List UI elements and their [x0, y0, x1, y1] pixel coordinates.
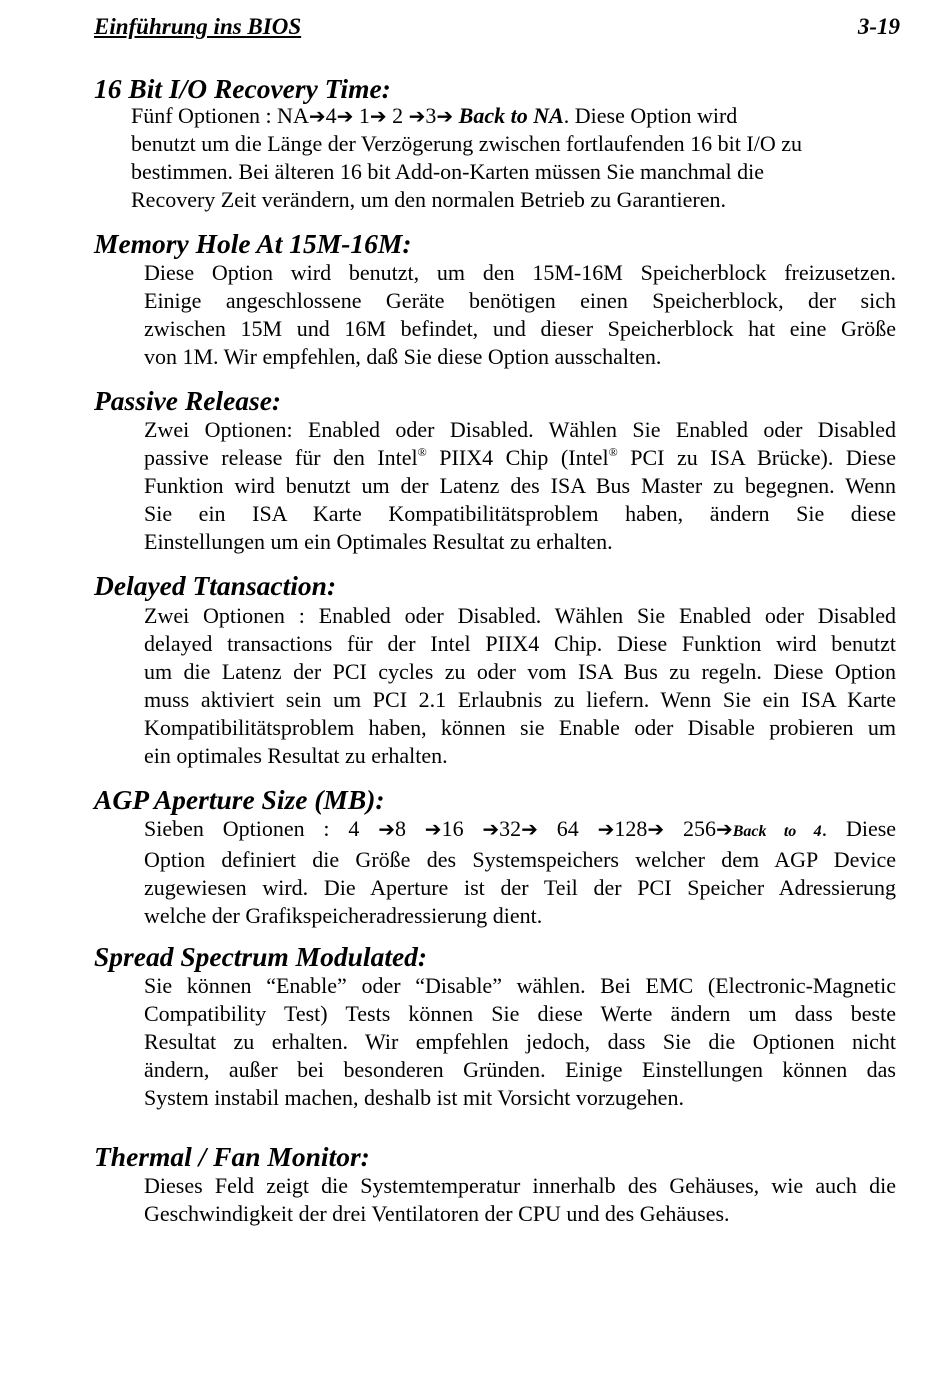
text-line: Zwei Optionen: Enabled oder Disabled. Wählen Sie Enabled oder Disabled [144, 417, 896, 442]
arrow-right-icon: ➔ [647, 817, 665, 841]
arrow-right-icon: ➔ [369, 104, 387, 128]
text-line: ein optimales Resultat zu erhalten. [144, 743, 448, 768]
option-value: 256 [664, 816, 716, 841]
text-line: um die Latenz der PCI cycles zu oder vom ISA Bus zu regeln. Diese Option [144, 659, 896, 684]
option-value: 2 [392, 103, 404, 128]
text-line: bestimmen. Bei älteren 16 bit Add-on-Karten müssen Sie manchmal die [131, 159, 764, 184]
text-line: zugewiesen wird. Die Aperture ist der Teil der PCI Speicher Adressierung [144, 875, 896, 900]
arrow-right-icon: ➔ [715, 817, 733, 841]
arrow-right-icon: ➔ [424, 817, 442, 841]
text-line: Sie können “Enable” oder “Disable” wählen. Bei EMC (Electronic-Magnetic [144, 973, 896, 998]
text-line: zwischen 15M und 16M befindet, und dieser Speicherblock hat eine Größe [144, 316, 896, 341]
option-value: 3 [425, 103, 437, 128]
text-line: Dieses Feld zeigt die Systemtemperatur innerhalb des Gehäuses, wie auch die [144, 1173, 896, 1198]
text-line: Option definiert die Größe des Systemspeichers welcher dem AGP Device [144, 847, 896, 872]
section-heading: Spread Spectrum Modulated: [94, 941, 428, 972]
option-value: 4 [325, 103, 337, 128]
text-line: Kompatibilitätsproblem haben, können sie Enable oder Disable probieren um [144, 715, 896, 740]
section-body [144, 259, 896, 371]
arrow-right-icon: ➔ [308, 104, 326, 128]
section-heading: 16 Bit I/O Recovery Time: [94, 73, 391, 104]
option-value: 16 [441, 816, 483, 841]
text-line: Einstellungen um ein Optimales Resultat zu erhalten. [144, 529, 613, 554]
arrow-right-icon: ➔ [336, 104, 354, 128]
arrow-right-icon: ➔ [482, 817, 500, 841]
text-line [144, 444, 896, 472]
text-line: Geschwindigkeit der drei Ventilatoren der CPU und des Gehäuses. [144, 1201, 730, 1226]
section-heading: Thermal / Fan Monitor: [94, 1141, 370, 1172]
arrow-right-icon: ➔ [597, 817, 615, 841]
text-line: Sie ein ISA Karte Kompatibilitätsproblem haben, ändern Sie diese [144, 501, 896, 526]
text-line: System instabil machen, deshalb ist mit Vorsicht vorzugehen. [144, 1085, 684, 1110]
text-line: Funktion wird benutzt um der Latenz des ISA Bus Master zu begegnen. Wenn [144, 473, 896, 498]
option-value: 64 [537, 816, 598, 841]
text-line: benutzt um die Länge der Verzögerung zwischen fortlaufenden 16 bit I/O zu [131, 131, 802, 156]
section-body [144, 1172, 896, 1228]
options-line [144, 815, 896, 846]
arrow-right-icon: ➔ [521, 817, 538, 841]
options-intro: Fünf Optionen : NA [131, 103, 309, 128]
registered-mark: ® [608, 445, 618, 459]
arrow-right-icon: ➔ [436, 104, 454, 128]
options-intro: Sieben Optionen : 4 [144, 816, 379, 841]
text-run: passive release für den Intel [144, 445, 418, 470]
registered-mark: ® [417, 445, 427, 459]
arrow-right-icon: ➔ [378, 817, 395, 841]
chapter-title: Einführung ins BIOS [94, 14, 302, 39]
text-run: . Diese [821, 816, 897, 841]
option-value: 32 [499, 816, 522, 841]
text-line: Diese Option wird benutzt, um den 15M-16M Speicherblock freizusetzen. [144, 260, 896, 285]
section-body [144, 602, 896, 770]
text-line: Recovery Zeit verändern, um den normalen Betrieb zu Garantieren. [131, 187, 726, 212]
text-line: Zwei Optionen : Enabled oder Disabled. Wählen Sie Enabled oder Disabled [144, 603, 896, 628]
text-line: muss aktiviert sein um PCI 2.1 Erlaubnis zu liefern. Wenn Sie ein ISA Karte [144, 687, 896, 712]
running-header [94, 12, 900, 42]
arrow-right-icon: ➔ [408, 104, 426, 128]
text-run: PCI zu ISA Brücke). Diese [617, 445, 896, 470]
text-line: Resultat zu erhalten. Wir empfehlen jedoch, dass Sie die Optionen nicht [144, 1029, 896, 1054]
option-back: Back to 4 [732, 823, 822, 840]
section-body [144, 815, 896, 930]
text-line: welche der Grafikspeicheradressierung dient. [144, 903, 543, 928]
section-body [131, 102, 896, 214]
section-body [144, 972, 896, 1112]
text-line: Einige angeschlossene Geräte benötigen einen Speicherblock, der sich [144, 288, 896, 313]
section-heading: Memory Hole At 15M-16M: [94, 228, 412, 259]
option-value: 8 [394, 816, 425, 841]
section-heading: Delayed Ttansaction: [94, 570, 337, 601]
text-line: Compatibility Test) Tests können Sie diese Werte ändern um dass beste [144, 1001, 896, 1026]
text-run: PIIX4 Chip (Intel [426, 445, 609, 470]
text-line: von 1M. Wir empfehlen, daß Sie diese Option ausschalten. [144, 344, 662, 369]
option-back: Back to NA [458, 103, 564, 128]
text-run: . Diese Option wird [563, 103, 738, 128]
page-number: 3-19 [857, 14, 900, 39]
text-line: ändern, außer bei besonderen Gründen. Einige Einstellungen können das [144, 1057, 896, 1082]
option-value: 1 [358, 103, 370, 128]
option-value: 128 [614, 816, 648, 841]
options-line [131, 102, 896, 130]
text-line: delayed transactions für der Intel PIIX4 Chip. Diese Funktion wird benutzt [144, 631, 896, 656]
section-heading: Passive Release: [94, 385, 282, 416]
section-heading: AGP Aperture Size (MB): [94, 784, 385, 815]
section-body [144, 416, 896, 556]
